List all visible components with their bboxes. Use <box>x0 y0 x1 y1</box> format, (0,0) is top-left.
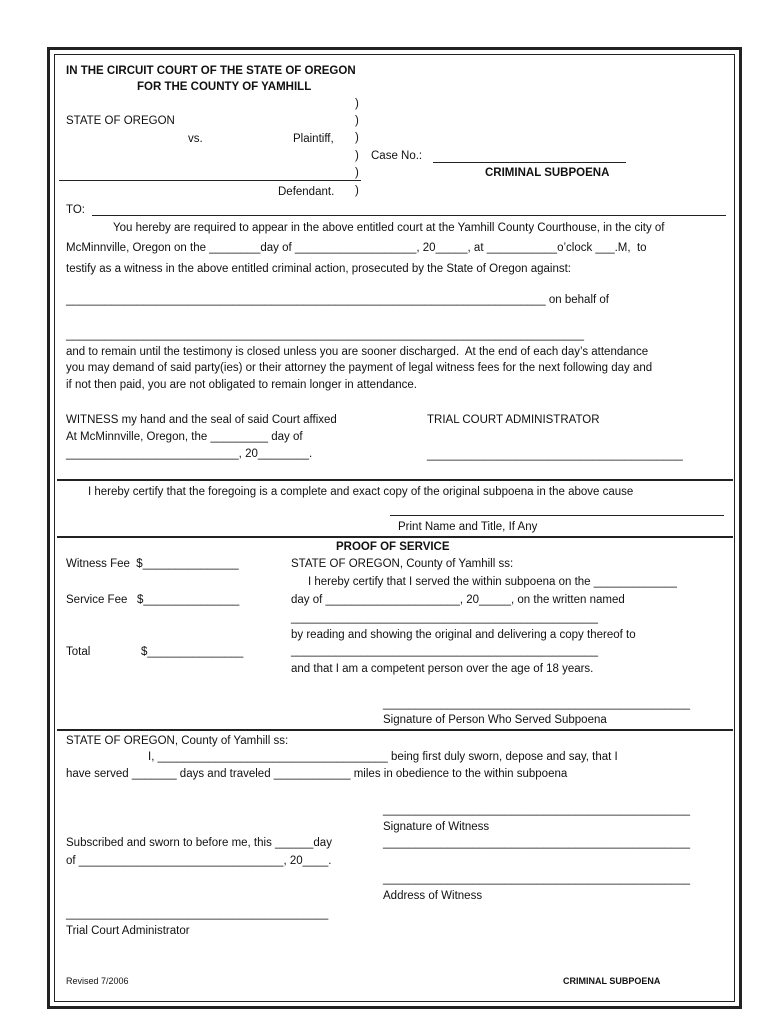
reading-blank: ________________________________________________ <box>291 645 598 657</box>
body-line-2: McMinnville, Oregon on the ________day of ___________________, 20_____, at ___________o’clock ___.M, to <box>66 242 647 254</box>
plaintiff-label: Plaintiff, <box>293 133 334 145</box>
print-name-label: Print Name and Title, If Any <box>398 521 538 533</box>
notary-line: ________________________________________________ <box>383 837 690 849</box>
reading-line: by reading and showing the original and delivering a copy thereof to <box>291 629 636 641</box>
total-value: $_______________ <box>141 646 244 658</box>
witness-line-1: WITNESS my hand and the seal of said Court affixed <box>66 414 337 426</box>
caption-paren: ) <box>355 115 359 127</box>
footer-form-name: CRIMINAL SUBPOENA <box>563 976 661 986</box>
admin-label: Trial Court Administrator <box>66 925 190 937</box>
defendant-label: Defendant. <box>278 186 335 198</box>
section-divider <box>57 729 733 731</box>
revised-date: Revised 7/2006 <box>66 976 129 986</box>
total-label: Total <box>66 646 91 658</box>
caption-paren: ) <box>355 167 359 179</box>
behalf-line: ___________________________________________________________________________ on behalf of <box>66 294 609 306</box>
witness-line-2: At McMinnville, Oregon, the _________ day of <box>66 431 303 443</box>
served-blank: ________________________________________________ <box>291 612 598 624</box>
subscribed-line-1: Subscribed and sworn to before me, this ______day <box>66 837 332 849</box>
case-no-line[interactable] <box>433 162 626 163</box>
witness-signature-line: ________________________________________________ <box>383 804 690 816</box>
server-signature-label: Signature of Person Who Served Subpoena <box>383 714 607 726</box>
caption-paren: ) <box>355 98 359 110</box>
blank-line: _________________________________________________________________________________ <box>66 329 585 341</box>
state-party: STATE OF OREGON <box>66 115 175 127</box>
served-days-line: have served _______ days and traveled ____________ miles in obedience to the within subpoena <box>66 768 568 780</box>
remain-line-3: if not then paid, you are not obligated to remain longer in attendance. <box>66 379 417 391</box>
case-no-label: Case No.: <box>371 150 423 162</box>
court-name-line1: IN THE CIRCUIT COURT OF THE STATE OF OREGON <box>66 65 356 77</box>
court-name-line2: FOR THE COUNTY OF YAMHILL <box>137 81 312 93</box>
section-divider <box>57 479 733 481</box>
to-line[interactable] <box>92 215 726 216</box>
body-line-1: You hereby are required to appear in the above entitled court at the Yamhill County Courthouse, in the city of <box>113 222 665 234</box>
remain-line-1: and to remain until the testimony is closed unless you are sooner discharged. At the end of each day’s attendance <box>66 346 649 358</box>
print-name-line[interactable] <box>390 515 724 516</box>
section-divider <box>57 536 733 538</box>
admin-line: _________________________________________ <box>66 908 329 920</box>
body-line-3: testify as a witness in the above entitled criminal action, prosecuted by the State of Oregon against: <box>66 263 572 275</box>
sworn-line: I, ____________________________________ being first duly sworn, depose and say, that I <box>148 751 618 763</box>
affidavit-county-line: STATE OF OREGON, County of Yamhill ss: <box>66 735 289 747</box>
admin-title: TRIAL COURT ADMINISTRATOR <box>427 414 600 426</box>
caption-paren: ) <box>355 132 359 144</box>
remain-line-2: you may demand of said party(ies) or their attorney the payment of legal witness fees for the next following day and <box>66 362 653 374</box>
witness-signature-label: Signature of Witness <box>383 821 490 833</box>
vs-label: vs. <box>188 133 203 145</box>
defendant-name-line[interactable] <box>59 180 361 181</box>
server-signature-line: ________________________________________________ <box>383 698 690 710</box>
served-line-1: I hereby certify that I served the within subpoena on the _____________ <box>308 576 677 588</box>
witness-fee: Witness Fee $_______________ <box>66 558 239 570</box>
document-title: CRIMINAL SUBPOENA <box>485 167 610 179</box>
service-fee: Service Fee $_______________ <box>66 594 240 606</box>
served-line-2: day of _____________________, 20_____, on the written named <box>291 594 625 606</box>
certify-text: I hereby certify that the foregoing is a complete and exact copy of the original subpoena in the above cause <box>88 486 634 498</box>
address-label: Address of Witness <box>383 890 483 902</box>
subscribed-line-2: of ________________________________, 20____. <box>66 855 332 867</box>
proof-county-line: STATE OF OREGON, County of Yamhill ss: <box>291 558 514 570</box>
caption-paren: ) <box>355 185 359 197</box>
caption-paren: ) <box>355 150 359 162</box>
address-line: ________________________________________________ <box>383 873 690 885</box>
admin-signature-line: ________________________________________ <box>427 449 683 461</box>
witness-line-3: ___________________________, 20________. <box>66 448 313 460</box>
competent-line: and that I am a competent person over the age of 18 years. <box>291 663 594 675</box>
proof-title: PROOF OF SERVICE <box>336 541 450 553</box>
to-label: TO: <box>66 204 85 216</box>
